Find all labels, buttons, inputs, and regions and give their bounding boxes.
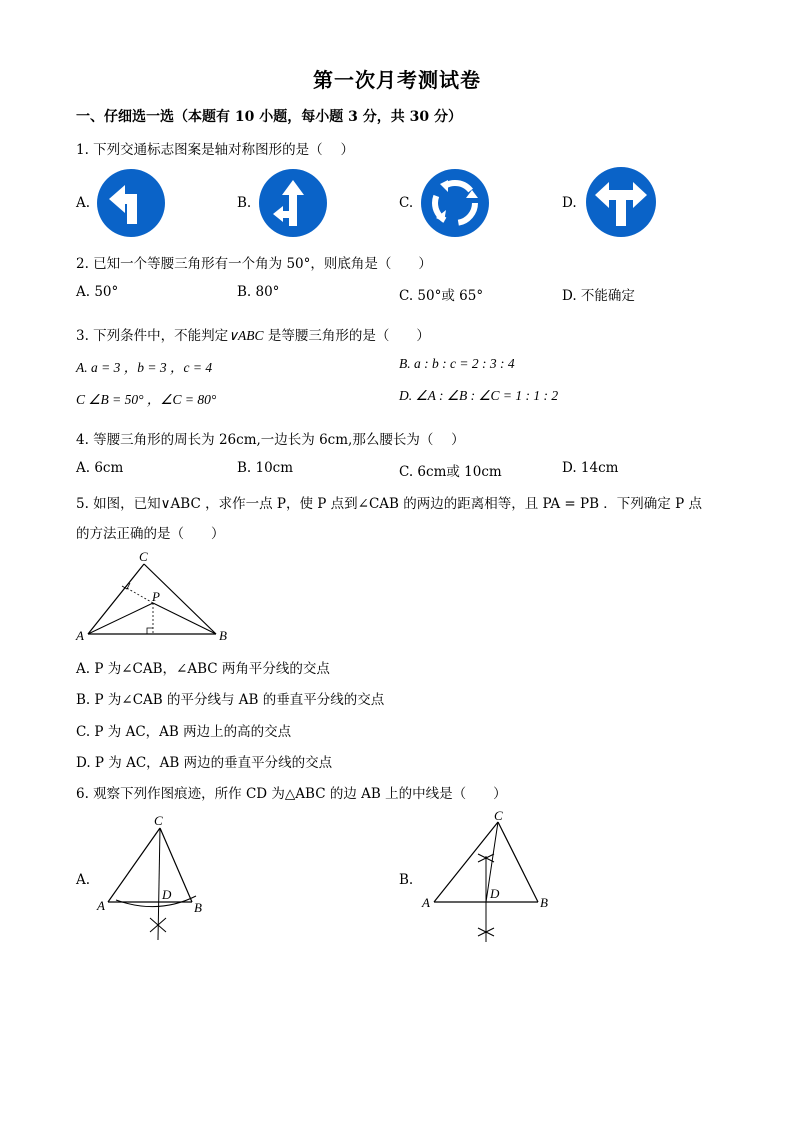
q6b-label-c: C (494, 808, 503, 823)
page-title: 第一次月考测试卷 (313, 68, 481, 92)
q5-option-b: B. P 为∠CAB 的平分线与 AB 的垂直平分线的交点 (76, 692, 385, 708)
q6-option-b-label: B. (399, 872, 414, 888)
q3-triangle-symbol: ∨ABC (228, 328, 264, 343)
section-heading: 一、仔细选一选（本题有 10 小题，每小题 3 分，共 30 分） (76, 109, 462, 125)
q3-stem-suffix: 是等腰三角形的是（ ） (263, 328, 430, 344)
question-1-stem: 1. 下列交通标志图案是轴对称图形的是（ ） (76, 142, 354, 158)
q5-triangle-figure (72, 548, 242, 648)
q5-label-c: C (139, 549, 148, 564)
q3-option-c: C ∠B = 50° ，∠C = 80° (76, 392, 217, 407)
q6b-label-b: B (540, 895, 548, 910)
q4-option-d: D. 14cm (562, 460, 619, 476)
q6a-label-a: A (97, 898, 105, 913)
question-3-stem (76, 324, 430, 344)
q6a-label-b: B (194, 900, 202, 915)
q4-option-a: A. 6cm (76, 460, 124, 476)
q6-option-a-label: A. (76, 872, 91, 888)
q3-stem-prefix: 3. 下列条件中，不能判定 (76, 328, 229, 344)
q1-option-c-label: C. (399, 195, 414, 211)
q1-option-a-label: A. (76, 195, 91, 211)
q1-option-d-label: D. (562, 195, 577, 211)
q5-option-a: A. P 为∠CAB，∠ABC 两角平分线的交点 (76, 661, 330, 677)
q2-option-c: C. 50°或 65° (399, 288, 484, 304)
q2-option-b: B. 80° (237, 284, 280, 300)
q6b-label-a: A (422, 895, 430, 910)
q3-option-b: B. a : b : c = 2 : 3 : 4 (399, 356, 515, 371)
question-5-stem-line-2: 的方法正确的是（ ） (76, 526, 225, 542)
q1-option-b-label: B. (237, 195, 252, 211)
question-4-stem: 4. 等腰三角形的周长为 26cm,一边长为 6cm,那么腰长为（ ） (76, 432, 465, 448)
straight-or-left-sign-icon (258, 168, 328, 238)
q5-option-d: D. P 为 AC，AB 两边的垂直平分线的交点 (76, 755, 333, 771)
turn-left-sign-icon (96, 168, 166, 238)
roundabout-sign-icon (420, 168, 490, 238)
q6a-label-c: C (154, 813, 163, 828)
question-6-stem: 6. 观察下列作图痕迹，所作 CD 为△ABC 的边 AB 上的中线是（ ） (76, 786, 507, 802)
q4-option-c: C. 6cm或 10cm (399, 464, 502, 480)
question-2-stem: 2. 已知一个等腰三角形有一个角为 50°，则底角是（ ） (76, 256, 432, 272)
q5-label-a: A (76, 628, 84, 643)
q5-label-p: P (152, 589, 160, 604)
q5-option-c: C. P 为 AC，AB 两边上的高的交点 (76, 724, 292, 740)
question-5-stem-line-1: 5. 如图，已知∨ABC ，求作一点 P，使 P 点到∠CAB 的两边的距离相等，且 PA = PB ．下列确定 P 点 (76, 496, 702, 512)
q3-option-a: A. a = 3 ，b = 3 ，c = 4 (76, 360, 213, 375)
q4-option-b: B. 10cm (237, 460, 294, 476)
q2-option-d: D. 不能确定 (562, 288, 635, 304)
q2-option-a: A. 50° (76, 284, 119, 300)
q6-figure-a (92, 810, 222, 945)
q6-figure-b (414, 806, 564, 946)
q5-label-b: B (219, 628, 227, 643)
q3-option-d: D. ∠A : ∠B : ∠C = 1 : 1 : 2 (399, 388, 559, 403)
left-or-right-sign-icon (585, 166, 657, 238)
q6b-label-d: D (490, 886, 500, 901)
q6a-label-d: D (162, 887, 172, 902)
